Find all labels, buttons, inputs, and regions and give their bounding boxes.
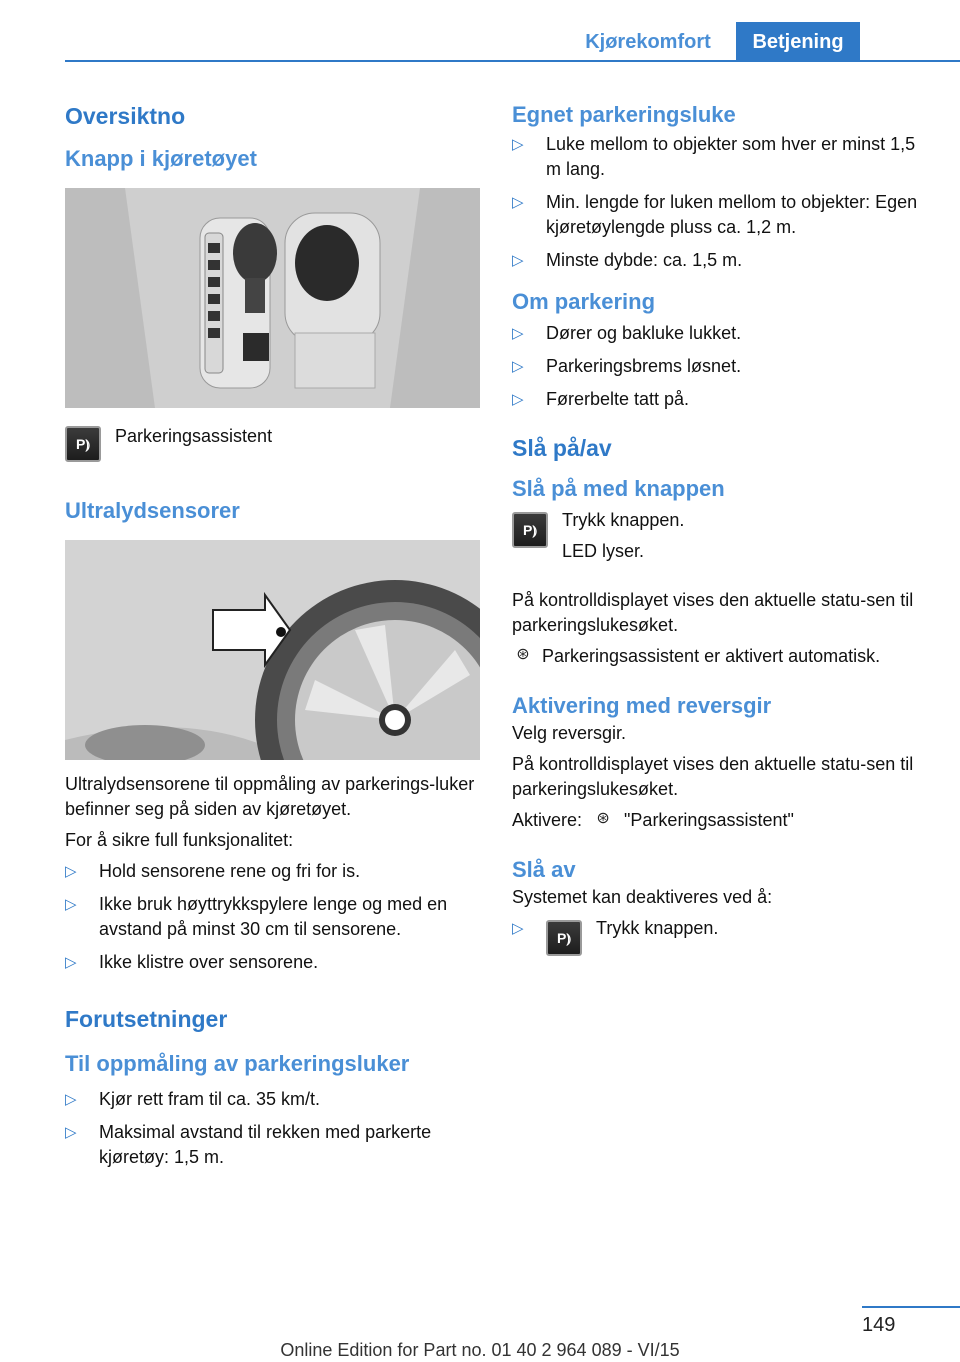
suitable-space-heading: Egnet parkeringsluke <box>512 102 736 127</box>
list-item: ▷ Min. lengde for luken mellom to objekter: Egen kjøretøylengde pluss ca. 1,2 m. <box>512 190 932 240</box>
about-parking-list <box>512 321 932 412</box>
measuring-list <box>65 1087 480 1170</box>
led-on-text: LED lyser. <box>562 541 645 561</box>
list-item: ▷ Minste dybde: ca. 1,5 m. <box>512 248 932 273</box>
header-section-tab: Kjørekomfort <box>585 30 711 53</box>
switch-off-heading: Slå av <box>512 857 576 882</box>
page-number: 149 <box>862 1314 896 1336</box>
button-in-vehicle-heading: Knapp i kjøretøyet <box>65 146 257 171</box>
right-column <box>512 100 932 966</box>
wheel-sensor-photo <box>65 540 480 760</box>
left-column <box>65 100 480 1180</box>
park-assist-menu-icon: ⊛ <box>596 810 610 827</box>
select-reverse-text: Velg reversgir. <box>512 723 627 743</box>
list-item: ▷ Luke mellom to objekter som hver er minst 1,5 m lang. <box>512 132 932 182</box>
wheel-sensor-illustration <box>65 540 480 760</box>
park-assist-button-icon: P⦆ <box>65 426 101 462</box>
header-rule <box>65 60 960 62</box>
center-console-photo <box>65 188 480 408</box>
overview-heading: Oversiktno <box>65 103 186 129</box>
list-item: ▷ Maksimal avstand til rekken med parkerte kjøretøy: 1,5 m. <box>65 1120 480 1170</box>
press-button-text-2: Trykk knappen. <box>596 918 719 938</box>
park-assist-button-icon: P⦆ <box>512 512 548 548</box>
edition-footer: Online Edition for Part no. 01 40 2 964 089 - VI/15 <box>280 1340 680 1360</box>
list-item: ▷ Dører og bakluke lukket. <box>512 321 932 346</box>
list-item: ▷ Parkeringsbrems løsnet. <box>512 354 932 379</box>
sensors-description: Ultralydsensorene til oppmåling av parkerings-luker befinner seg på siden av kjøretøyet. <box>65 774 475 819</box>
display-status-text: På kontrolldisplayet vises den aktuelle statu-sen til parkeringslukesøket. <box>512 590 914 635</box>
list-item: ▷ Ikke bruk høyttrykkspylere lenge og med en avstand på minst 30 cm til sensorene. <box>65 892 480 942</box>
list-item: ▷ Kjør rett fram til ca. 35 km/t. <box>65 1087 480 1112</box>
center-console-illustration <box>65 188 480 408</box>
park-assist-caption: Parkeringsassistent <box>115 426 273 446</box>
switch-on-with-button-heading: Slå på med knappen <box>512 476 725 501</box>
function-list <box>65 859 480 975</box>
reverse-gear-heading: Aktivering med reversgir <box>512 693 772 718</box>
activate-label: Aktivere: <box>512 810 583 830</box>
press-button-text: Trykk knappen. <box>562 510 685 530</box>
function-intro: For å sikre full funksjonalitet: <box>65 830 294 850</box>
ultrasonic-sensors-heading: Ultralydsensorer <box>65 498 240 523</box>
list-item: ▷ Førerbelte tatt på. <box>512 387 932 412</box>
park-assist-active-icon: ⊛ <box>516 646 530 663</box>
switch-off-text: Systemet kan deaktiveres ved å: <box>512 887 773 907</box>
about-parking-heading: Om parkering <box>512 289 656 314</box>
suitable-list <box>512 132 932 273</box>
page-number-rule <box>862 1306 960 1308</box>
header-chapter-tab: Betjening <box>736 22 860 62</box>
park-assist-button-icon: P⦆ <box>546 920 582 956</box>
list-item: ▷ Hold sensorene rene og fri for is. <box>65 859 480 884</box>
activate-value: "Parkeringsassistent" <box>624 810 794 830</box>
auto-activated-text: Parkeringsassistent er aktivert automatisk. <box>542 646 881 666</box>
display-status-text-2: På kontrolldisplayet vises den aktuelle statu-sen til parkeringslukesøket. <box>512 754 914 799</box>
switch-on-off-heading: Slå på/av <box>512 435 612 461</box>
list-item: ▷ Ikke klistre over sensorene. <box>65 950 480 975</box>
preconditions-heading: Forutsetninger <box>65 1006 228 1032</box>
list-bullet-icon: ▷ <box>512 920 524 937</box>
measuring-heading: Til oppmåling av parkeringsluker <box>65 1051 410 1076</box>
